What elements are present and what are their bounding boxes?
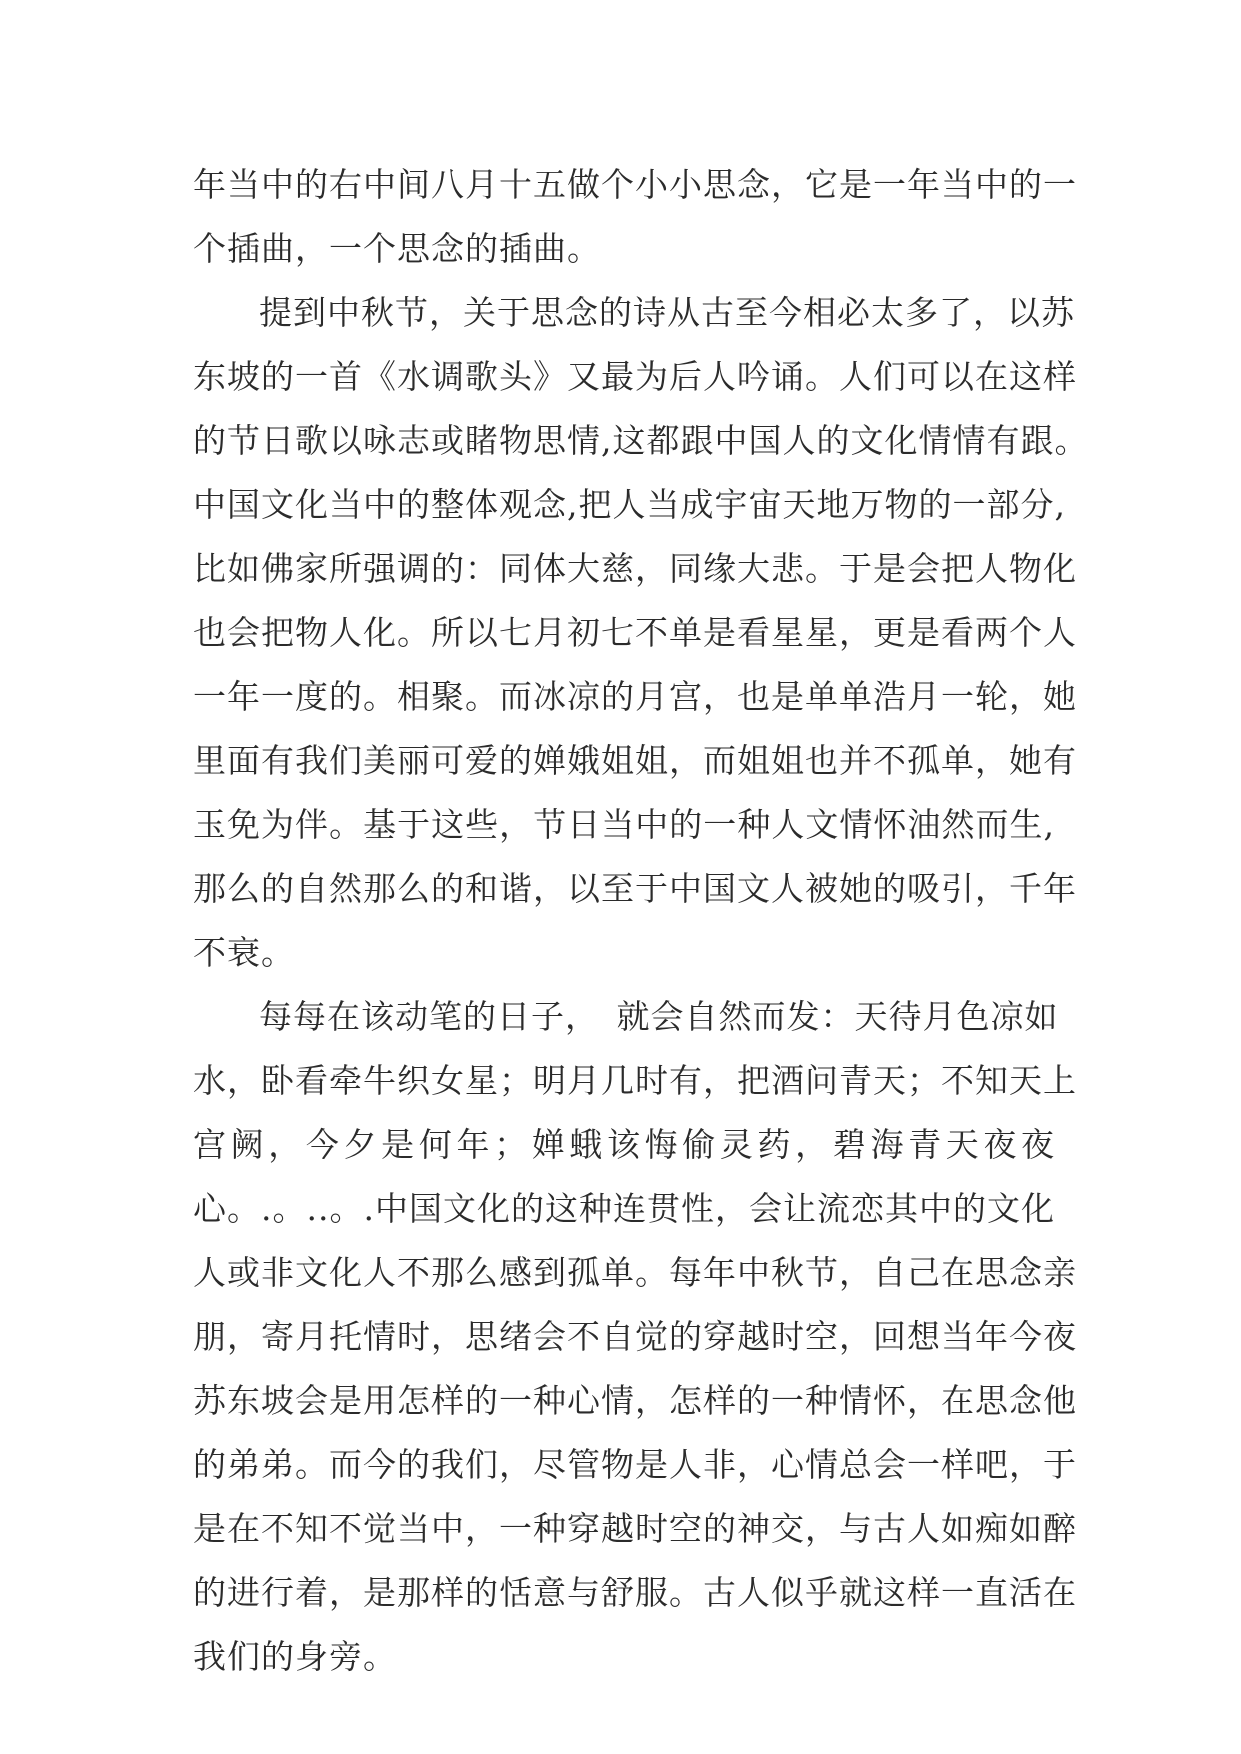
text-line: 我们的身旁。 — [193, 1637, 397, 1676]
text-line: 比如佛家所强调的：同体大慈，同缘大悲。于是会把人物化 — [193, 549, 1077, 588]
paragraph — [193, 153, 1077, 281]
text-line: 那么的自然那么的和谐，以至于中国文人被她的吸引，千年 — [193, 869, 1077, 908]
paragraph — [193, 281, 1089, 985]
text-line: 不衰。 — [193, 933, 295, 972]
text-line: 人或非文化人不那么感到孤单。每年中秋节，自己在思念亲 — [193, 1253, 1077, 1292]
text-line: 个插曲，一个思念的插曲。 — [193, 229, 601, 268]
text-line: 提到中秋节，关于思念的诗从古至今相必太多了，以苏 — [259, 293, 1075, 332]
text-line: 的进行着，是那样的恬意与舒服。古人似乎就这样一直活在 — [193, 1573, 1077, 1612]
text-line: 也会把物人化。所以七月初七不单是看星星，更是看两个人 — [193, 613, 1077, 652]
text-line: 朋，寄月托情时，思绪会不自觉的穿越时空，回想当年今夜 — [193, 1317, 1077, 1356]
text-line: 玉免为伴。基于这些，节日当中的一种人文情怀油然而生, — [193, 805, 1055, 844]
text-line: 里面有我们美丽可爱的婵娥姐姐，而姐姐也并不孤单，她有 — [193, 741, 1077, 780]
text-line: 宫阙，今夕是何年；婵蛾该悔偷灵药，碧海青天夜夜 — [193, 1125, 1055, 1164]
text-line: 一年一度的。相聚。而冰凉的月宫，也是单单浩月一轮，她 — [193, 677, 1077, 716]
text-line: 心。.。..。.中国文化的这种连贯性，会让流恋其中的文化 — [193, 1189, 1055, 1228]
text-line: 的节日歌以咏志或睹物思情,这都跟中国人的文化情情有跟。 — [193, 421, 1089, 460]
essay-body — [193, 153, 1089, 1689]
paragraph — [193, 985, 1077, 1689]
text-line: 中国文化当中的整体观念,把人当成宇宙天地万物的一部分, — [193, 485, 1066, 524]
text-line: 是在不知不觉当中，一种穿越时空的神交，与古人如痴如醉 — [193, 1509, 1077, 1548]
text-line: 每每在该动笔的日子， 就会自然而发：天待月色凉如 — [259, 997, 1059, 1036]
text-line: 水，卧看牵牛织女星；明月几时有，把酒问青天；不知天上 — [193, 1061, 1077, 1100]
text-line: 东坡的一首《水调歌头》又最为后人吟诵。人们可以在这样 — [193, 357, 1077, 396]
text-line: 苏东坡会是用怎样的一种心情，怎样的一种情怀，在思念他 — [193, 1381, 1077, 1420]
text-line: 年当中的右中间八月十五做个小小思念，它是一年当中的一 — [193, 165, 1077, 204]
text-line: 的弟弟。而今的我们，尽管物是人非，心情总会一样吧，于 — [193, 1445, 1077, 1484]
